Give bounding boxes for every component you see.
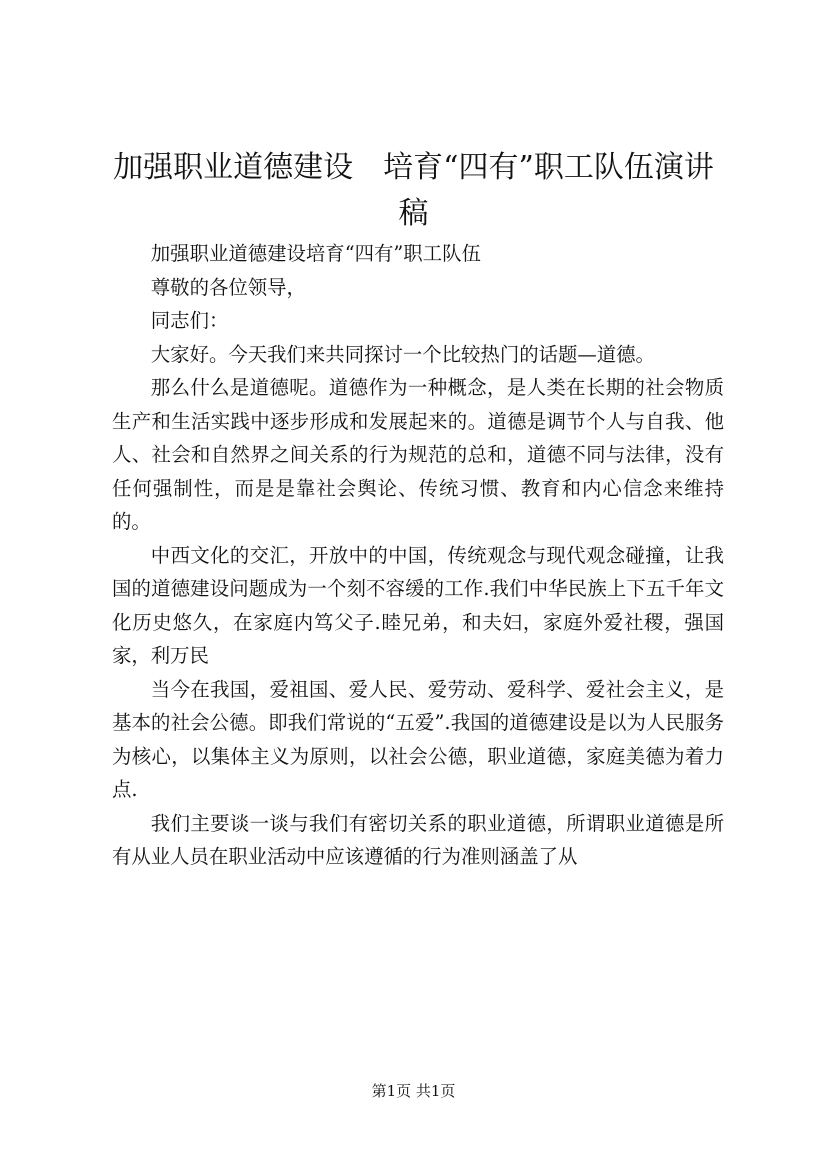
paragraph-professional-ethics: 我们主要谈一谈与我们有密切关系的职业道德，所谓职业道德是所有从业人员在职业活动中应该遵循的行为准则涵盖了从 [112, 811, 724, 868]
paragraph-culture: 中西文化的交汇，开放中的中国，传统观念与现代观念碰撞，让我国的道德建设问题成为一个刻不容缓的工作.我们中华民族上下五千年文化历史悠久，在家庭内笃父子.睦兄弟，和夫妇，家庭外爱社稷，强国家，利万民 [112, 543, 724, 667]
paragraph-greeting: 同志们： [150, 309, 229, 332]
paragraph-social-morality: 当今在我国，爱祖国、爱人民、爱劳动、爱科学、爱社会主义，是基本的社会公德。即我们常说的“五爱”.我国的道德建设是以为人民服务为核心，以集体主义为原则，以社会公德，职业道德，家庭美德为着力点. [112, 677, 724, 801]
paragraph-subtitle: 加强职业道德建设培育“四有”职工队伍 [150, 242, 481, 265]
paragraph-salutation: 尊敬的各位领导， [150, 275, 306, 299]
paragraph-opening: 大家好。今天我们来共同探讨一个比较热门的话题—道德。 [150, 342, 655, 366]
paragraph-definition: 那么什么是道德呢。道德作为一种概念，是人类在长期的社会物质生产和生活实践中逐步形成和发展起来的。道德是调节个人与自我、他人、社会和自然界之间关系的行为规范的总和，道德不同与法律，没有任何强制性，而是是靠社会舆论、传统习惯、教育和内心信念来维持的。 [112, 376, 724, 533]
page-footer: 第1页 共1页 [371, 1082, 456, 1100]
document-body [112, 237, 724, 874]
document-title: 加强职业道德建设 培育“四有”职工队伍演讲稿 [113, 150, 714, 231]
